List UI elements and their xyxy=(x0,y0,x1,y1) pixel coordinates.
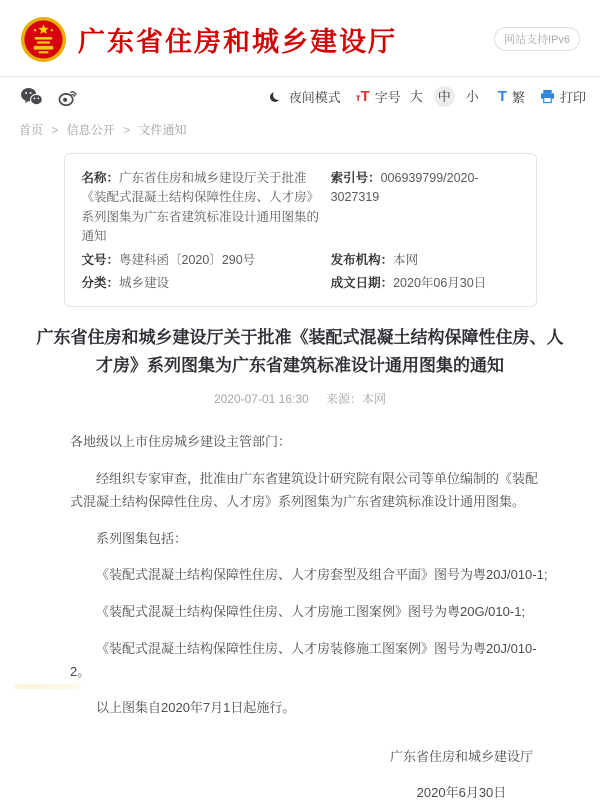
publish-time: 2020-07-01 16:30 xyxy=(213,392,309,407)
doc-number-value: 粤建科函〔2020〕290号 xyxy=(119,252,256,267)
signature-org: 广东省住房和城乡建设厅 xyxy=(389,749,533,765)
body-paragraph: 经组织专家审查，批准由广东省建筑设计研究院有限公司等单位编制的《装配式混凝土结构保障性住房、人才房》系列图集为广东省建筑标准设计通用图集。 xyxy=(70,471,539,509)
print-button[interactable] xyxy=(540,87,586,106)
doc-index-label: 索引号： xyxy=(330,171,381,185)
font-size-medium[interactable]: 中 xyxy=(434,86,455,107)
night-mode-toggle[interactable] xyxy=(271,87,341,106)
doc-name-label: 名称： xyxy=(81,171,120,185)
salutation-paragraph: 各地级以上市住房城乡建设主管部门： xyxy=(70,434,292,450)
font-size-options xyxy=(406,86,483,107)
font-size-icon: тT xyxy=(355,88,370,105)
doc-publisher-cell xyxy=(331,249,519,272)
night-mode-label: 夜间模式 xyxy=(288,90,341,105)
doc-publisher-value: 本网 xyxy=(393,252,419,267)
doc-date-cell xyxy=(331,272,519,295)
doc-number-cell xyxy=(82,249,331,272)
print-label: 打印 xyxy=(559,90,586,105)
site-title: 广东省住房和城乡建设厅 xyxy=(78,26,397,57)
wechat-share-icon[interactable] xyxy=(20,87,43,106)
doc-category-value: 城乡建设 xyxy=(119,275,170,290)
breadcrumb-home[interactable]: 首页 xyxy=(19,123,44,137)
body-paragraph: 《装配式混凝土结构保障性住房、人才房施工图案例》图号为粤20G/010-1; xyxy=(96,604,526,620)
ipv6-support-badge[interactable]: 网站支持IPv6 xyxy=(494,27,580,51)
doc-index-value: 006939799/2020-3027319 xyxy=(330,171,479,205)
moon-icon xyxy=(273,90,283,100)
body-paragraph: 系列图集包括： xyxy=(96,530,188,546)
doc-publisher-label: 发布机构： xyxy=(330,252,394,267)
breadcrumb-current: 文件通知 xyxy=(138,123,187,137)
site-header xyxy=(0,0,600,76)
article-meta xyxy=(0,390,600,407)
breadcrumb-info-disclosure[interactable]: 信息公开 xyxy=(66,123,115,137)
traditional-T-icon: T xyxy=(497,88,507,105)
body-paragraphs xyxy=(70,468,548,720)
traditional-label: 繁 xyxy=(511,90,525,105)
font-size-control xyxy=(356,86,483,107)
font-size-label: 字号 xyxy=(374,90,401,105)
weibo-share-icon[interactable] xyxy=(56,87,79,106)
font-size-small[interactable]: 小 xyxy=(465,89,479,104)
printer-icon xyxy=(540,89,555,104)
page-toolbar xyxy=(0,77,600,114)
font-size-large[interactable]: 大 xyxy=(409,89,423,104)
doc-name-value: 广东省住房和城乡建设厅关于批准《装配式混凝土结构保障性住房、人才房》系列图集为广东省建筑标准设计通用图集的通知 xyxy=(81,171,320,244)
doc-index-cell xyxy=(331,167,519,249)
breadcrumb xyxy=(0,114,600,147)
signature-block xyxy=(0,746,533,802)
article-body xyxy=(70,431,548,720)
doc-date-label: 成文日期： xyxy=(330,275,394,290)
article-title: 广东省住房和城乡建设厅关于批准《装配式混凝土结构保障性住房、人才房》系列图集为广东省建筑标准设计通用图集的通知 xyxy=(36,328,564,375)
signature-date: 2020年6月30日 xyxy=(416,785,507,801)
body-paragraph: 《装配式混凝土结构保障性住房、人才房套型及组合平面》图号为粤20J/010-1; xyxy=(96,567,548,583)
national-emblem-logo[interactable] xyxy=(20,16,67,63)
document-info-box xyxy=(64,153,537,307)
article-source: 来源：本网 xyxy=(326,392,387,407)
doc-number-label: 文号： xyxy=(81,252,120,267)
doc-name-cell xyxy=(82,167,331,249)
doc-category-cell xyxy=(82,272,331,295)
share-icons xyxy=(20,87,79,106)
body-paragraph: 以上图集自2020年7月1日起施行。 xyxy=(96,700,296,716)
view-controls xyxy=(271,86,586,107)
breadcrumb-separator: > xyxy=(123,123,131,137)
signature-inner xyxy=(390,746,533,801)
doc-category-label: 分类： xyxy=(81,275,120,290)
cutoff-footer-artifact xyxy=(15,684,81,689)
traditional-chinese-toggle[interactable] xyxy=(498,87,525,106)
doc-date-value: 2020年06月30日 xyxy=(393,275,487,290)
breadcrumb-separator: > xyxy=(51,123,59,137)
body-paragraph: 《装配式混凝土结构保障性住房、人才房装修施工图案例》图号为粤20J/010-2。 xyxy=(70,640,537,679)
